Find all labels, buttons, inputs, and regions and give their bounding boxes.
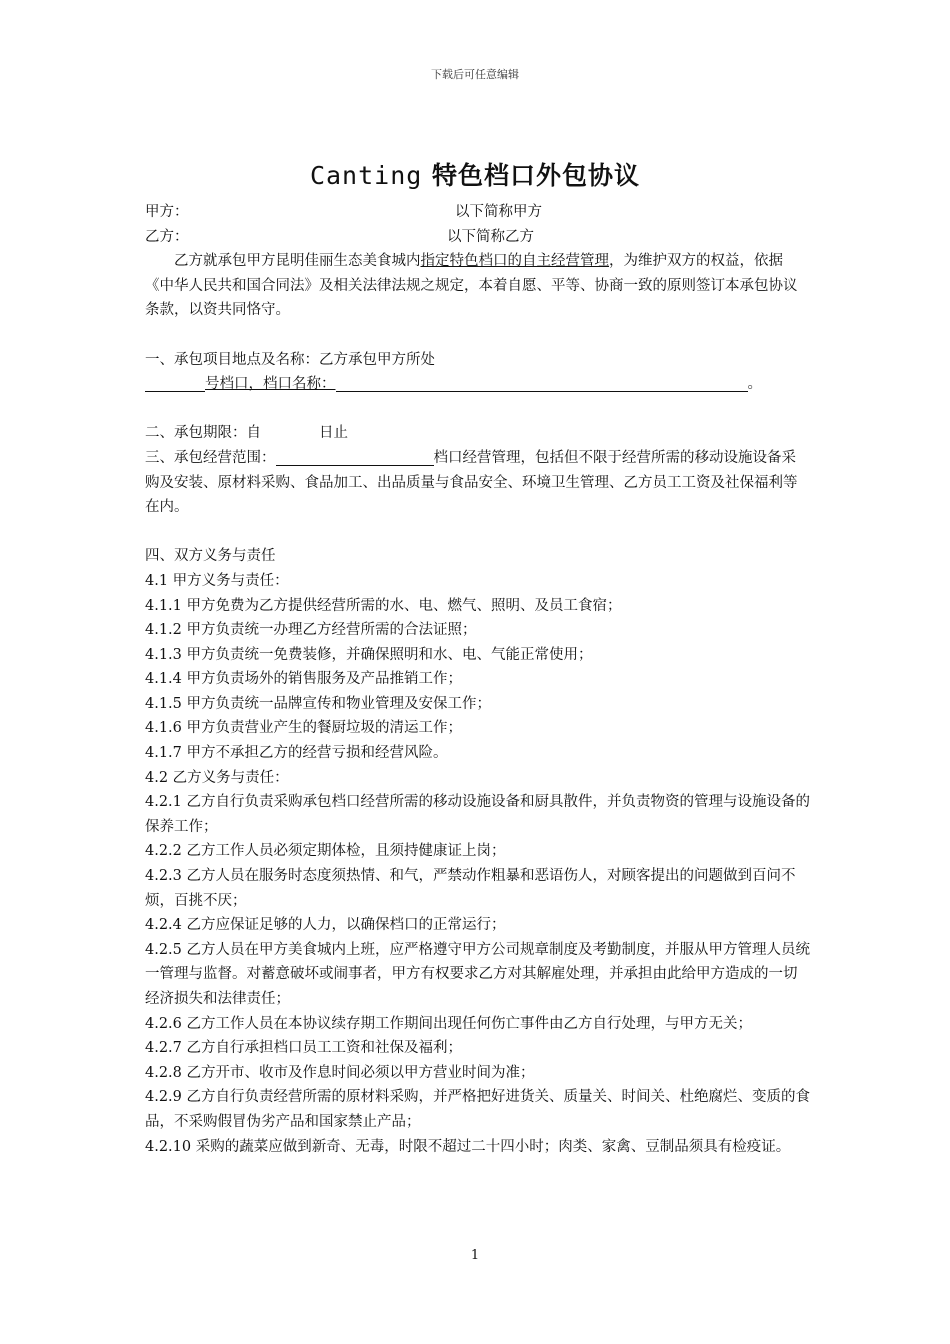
section-1-line (145, 372, 810, 397)
intro-underlined-text: 指定特色档口的自主经营管理 (420, 253, 609, 270)
blank-business-scope (276, 447, 434, 466)
blank-stall-number (145, 373, 205, 392)
title-chinese: 特色档口外包协议 (422, 161, 641, 190)
clause-item: 4.1.4 甲方负责场外的销售服务及产品推销工作； (145, 671, 463, 688)
clause-item: 4.1.6 甲方负责营业产生的餐厨垃圾的清运工作； (145, 720, 463, 737)
clause-item: 4.1.3 甲方负责统一免费装修，并确保照明和水、电、气能正常使用； (145, 646, 593, 663)
clause-item: 4.2.7 乙方自行承担档口员工工资和社保及福利； (145, 1040, 463, 1057)
stall-name-label: 号档口，档口名称： (205, 376, 336, 393)
party-a-label: 甲方： (145, 204, 189, 220)
party-a-row (145, 200, 810, 225)
clause-item: 4.2.4 乙方应保证足够的人力，以确保档口的正常运行； (145, 917, 506, 934)
party-a-note: 以下简称甲方 (455, 204, 542, 220)
intro-text-2: ，为维护双方的权益，依据《中华人民共和国合同法》及相关法律法规之规定，本着自愿、平等、协商一致的原则签订本承包协议条款，以资共同恪守。 (145, 253, 798, 319)
party-b-label: 乙方： (145, 228, 189, 245)
document-title (0, 156, 950, 192)
section-3-text: 档口经营管理，包括但不限于经营所需的移动设施设备采购及安装、原材料采购、食品加工、出品质量与食品安全、环境卫生管理、乙方员工工资及社保福利等在内。 (145, 449, 798, 516)
page-number: 1 (470, 1248, 480, 1263)
party-b-note: 以下简称乙方 (447, 228, 534, 245)
section-3-label: 三、承包经营范围： (145, 449, 276, 466)
clause-item: 4.1.1 甲方免费为乙方提供经营所需的水、电、燃气、照明、及员工食宿； (145, 597, 622, 614)
section-1-end: 。 (747, 376, 762, 393)
title-latin: Canting (309, 161, 423, 190)
section-3 (145, 446, 810, 520)
clause-item: 4.2.2 乙方工作人员必须定期体检，且须持健康证上岗； (145, 843, 506, 860)
header-note: 下载后可任意编辑 (431, 68, 519, 81)
clause-item: 4.2.8 乙方开市、收市及作息时间必须以甲方营业时间为准； (145, 1064, 535, 1081)
clause-item: 4.2 乙方义务与责任： (145, 769, 289, 786)
clause-item: 4.1 甲方义务与责任： (145, 572, 289, 589)
section-2: 二、承包期限：自 日止 (145, 425, 348, 442)
section-4-heading: 四、双方义务与责任 (145, 548, 276, 565)
section-1-heading: 一、承包项目地点及名称：乙方承包甲方所处 (145, 351, 435, 368)
intro-text-1: 乙方就承包甲方昆明佳丽生态美食城内 (174, 253, 421, 270)
clause-item: 4.2.3 乙方人员在服务时态度须热情、和气，严禁动作粗暴和恶语伤人，对顾客提出的问题做到百问不烦，百挑不厌； (145, 868, 796, 909)
clause-item: 4.2.1 乙方自行负责采购承包档口经营所需的移动设施设备和厨具散件，并负责物资的管理与设施设备的保养工作； (145, 794, 810, 835)
party-b-row (145, 225, 810, 250)
clause-item: 4.2.5 乙方人员在甲方美食城内上班，应严格遵守甲方公司规章制度及考勤制度，并服从甲方管理人员统一管理与监督。对蓄意破坏或闹事者，甲方有权要求乙方对其解雇处理，并承担由此给甲方造成的一切经济损失和法律责任； (145, 941, 810, 1007)
clause-item: 4.1.5 甲方负责统一品牌宣传和物业管理及安保工作； (145, 695, 492, 712)
clause-list (145, 569, 810, 1159)
intro-paragraph (145, 249, 810, 323)
blank-stall-name (336, 373, 748, 392)
document-body (145, 200, 810, 1159)
clause-item: 4.2.10 采购的蔬菜应做到新奇、无毒，时限不超过二十四小时；肉类、家禽、豆制品须具有检疫证。 (145, 1138, 791, 1155)
clause-item: 4.2.9 乙方自行负责经营所需的原材料采购，并严格把好进货关、质量关、时间关、杜绝腐烂、变质的食品，不采购假冒伪劣产品和国家禁止产品； (145, 1089, 810, 1130)
clause-item: 4.1.7 甲方不承担乙方的经营亏损和经营风险。 (145, 745, 448, 762)
clause-item: 4.2.6 乙方工作人员在本协议续存期工作期间出现任何伤亡事件由乙方自行处理，与甲方无关； (145, 1015, 752, 1032)
clause-item: 4.1.2 甲方负责统一办理乙方经营所需的合法证照； (145, 622, 477, 639)
